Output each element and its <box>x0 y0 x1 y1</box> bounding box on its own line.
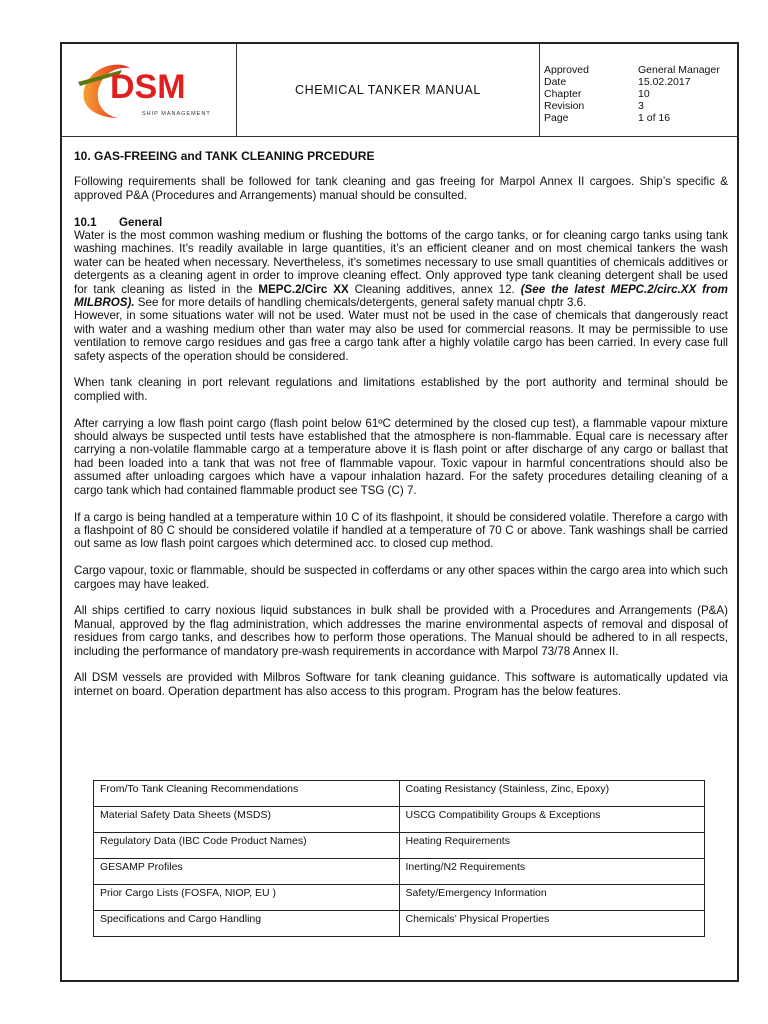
document-body <box>74 150 728 698</box>
intro-paragraph: Following requirements shall be followed for tank cleaning and gas freeing for Marpol Annex II cargoes. Ship’s specific & approved P&A (Procedures and Arrangements) manual should be consulted. <box>74 175 728 202</box>
meta-label: Date <box>544 76 567 88</box>
section-heading <box>74 216 728 229</box>
meta-row-date <box>544 76 720 88</box>
meta-value: General Manager <box>638 64 720 76</box>
port-paragraph: When tank cleaning in port relevant regulations and limitations established by the port authority and terminal should be complied with. <box>74 376 728 403</box>
table-cell: GESAMP Profiles <box>94 859 400 885</box>
general-bold-italic-ref: (See the latest MEPC.2/circ.XX from MILBROS). <box>74 282 728 310</box>
section-number: 10.1 <box>74 215 97 229</box>
table-cell: Safety/Emergency Information <box>399 885 705 911</box>
meta-row-page <box>544 112 720 124</box>
table-row <box>94 833 705 859</box>
table-row <box>94 781 705 807</box>
table-row <box>94 807 705 833</box>
meta-row-approved <box>544 64 720 76</box>
table-cell: Inerting/N2 Requirements <box>399 859 705 885</box>
table-cell: Prior Cargo Lists (FOSFA, NIOP, EU ) <box>94 885 400 911</box>
meta-value: 15.02.2017 <box>638 76 691 88</box>
table-cell: Heating Requirements <box>399 833 705 859</box>
logo-text: DSM <box>110 68 186 106</box>
volatile-paragraph: If a cargo is being handled at a temperature within 10 C of its flashpoint, it should be considered volatile. Therefore a cargo with a flashpoint of 80 C should be considered volatile if handled at a temperature of 70 C or above. Tank washings shall be carried out same as low flash point cargoes which determined acc. to closed cup method. <box>74 510 728 551</box>
general-bold-ref: MEPC.2/Circ XX <box>258 282 349 296</box>
features-table <box>93 780 705 937</box>
general-paragraph-2: However, in some situations water will not be used. Water must not be used in the case of chemicals that dangerously react with water and a washing medium other than water may also be used for commercial reasons. It may be permissible to use ventilation to remove cargo residues and gas free a cargo tank after a highly volatile cargo has been carried. In every case full safety aspects of the operation should be considered. <box>74 309 728 363</box>
meta-value: 1 of 16 <box>638 112 671 124</box>
flash-point-paragraph: After carrying a low flash point cargo (flash point below 61ºC determined by the closed cup test), a flammable vapour mixture should always be suspected until tests have established that the atmosphere is non-flammable. Equal care is necessary after carrying a non-volatile flammable cargo at a temperature above it is flash point or after discharge of any cargo or ballast that had been loaded into a tank that was not free of flammable vapour. Toxic vapour in harmful concentrations should also be assumed after unloading cargoes which have a vapour inhalation hazard. For the safety procedures detailing cleaning of a cargo tank which had contained flammable product see TSG (C) 7. <box>74 416 728 497</box>
document-meta <box>544 64 720 124</box>
table-cell: Chemicals’ Physical Properties <box>399 911 705 937</box>
logo-subtext: SHIP MANAGEMENT <box>142 111 211 117</box>
table-cell: Material Safety Data Sheets (MSDS) <box>94 807 400 833</box>
general-text: Cleaning additives, annex 12. <box>354 282 515 296</box>
milbros-paragraph: All DSM vessels are provided with Milbros Software for tank cleaning guidance. This software is automatically updated via internet on board. Operation department has also access to this program. Program has the below features. <box>74 671 728 698</box>
page-frame <box>60 42 739 982</box>
cofferdam-paragraph: Cargo vapour, toxic or flammable, should be suspected in cofferdams or any other spaces within the cargo area into which such cargoes may have leaked. <box>74 564 728 591</box>
meta-row-chapter <box>544 88 720 100</box>
dsm-logo <box>78 60 218 122</box>
meta-label: Revision <box>544 100 585 112</box>
table-row <box>94 911 705 937</box>
chapter-heading: 10. GAS-FREEING and TANK CLEANING PRCEDURE <box>74 149 375 163</box>
manual-title: CHEMICAL TANKER MANUAL <box>237 44 540 136</box>
pa-manual-paragraph: All ships certified to carry noxious liquid substances in bulk shall be provided with a Procedures and Arrangements (P&A) Manual, approved by the flag administration, which addresses the marine environmental aspects of removal and disposal of residues from cargo tanks, and describes how to perform those operations. The Manual should be adhered to in all respects, including the performance of mandatory pre-wash requirements in accordance with Marpol 73/78 Annex II. <box>74 604 728 658</box>
meta-label: Page <box>544 112 569 124</box>
meta-label: Chapter <box>544 88 582 100</box>
table-cell: Specifications and Cargo Handling <box>94 911 400 937</box>
meta-value: 10 <box>638 88 650 100</box>
table-row <box>94 859 705 885</box>
section-title: General <box>119 215 163 229</box>
table-row <box>94 885 705 911</box>
meta-label: Approved <box>544 64 589 76</box>
table-cell: Regulatory Data (IBC Code Product Names) <box>94 833 400 859</box>
meta-value: 3 <box>638 100 644 112</box>
table-cell: USCG Compatibility Groups & Exceptions <box>399 807 705 833</box>
general-paragraph-1 <box>74 229 728 309</box>
document-header <box>62 44 737 137</box>
general-text: See for more details of handling chemicals/detergents, general safety manual chptr 3.6. <box>137 296 587 310</box>
table-cell: Coating Resistancy (Stainless, Zinc, Epoxy) <box>399 781 705 807</box>
general-text: Water is the most common washing medium or flushing the bottoms of the cargo tanks, or for cleaning cargo tanks using tank washing machines. It’s readily available in large quantities, it’s an efficient cleaner and on most chemical tankers the wash water can be heated when necessary. Nevertheless, it’s sometimes necessary to use small quantities of chemicals additives or detergents as a cleaning agent in order to improve cleaning effect. Only approved type tank cleaning detergent shall be used for tank cleaning as listed in the <box>74 229 728 296</box>
meta-row-revision <box>544 100 720 112</box>
logo-cell <box>62 44 237 136</box>
table-cell: From/To Tank Cleaning Recommendations <box>94 781 400 807</box>
